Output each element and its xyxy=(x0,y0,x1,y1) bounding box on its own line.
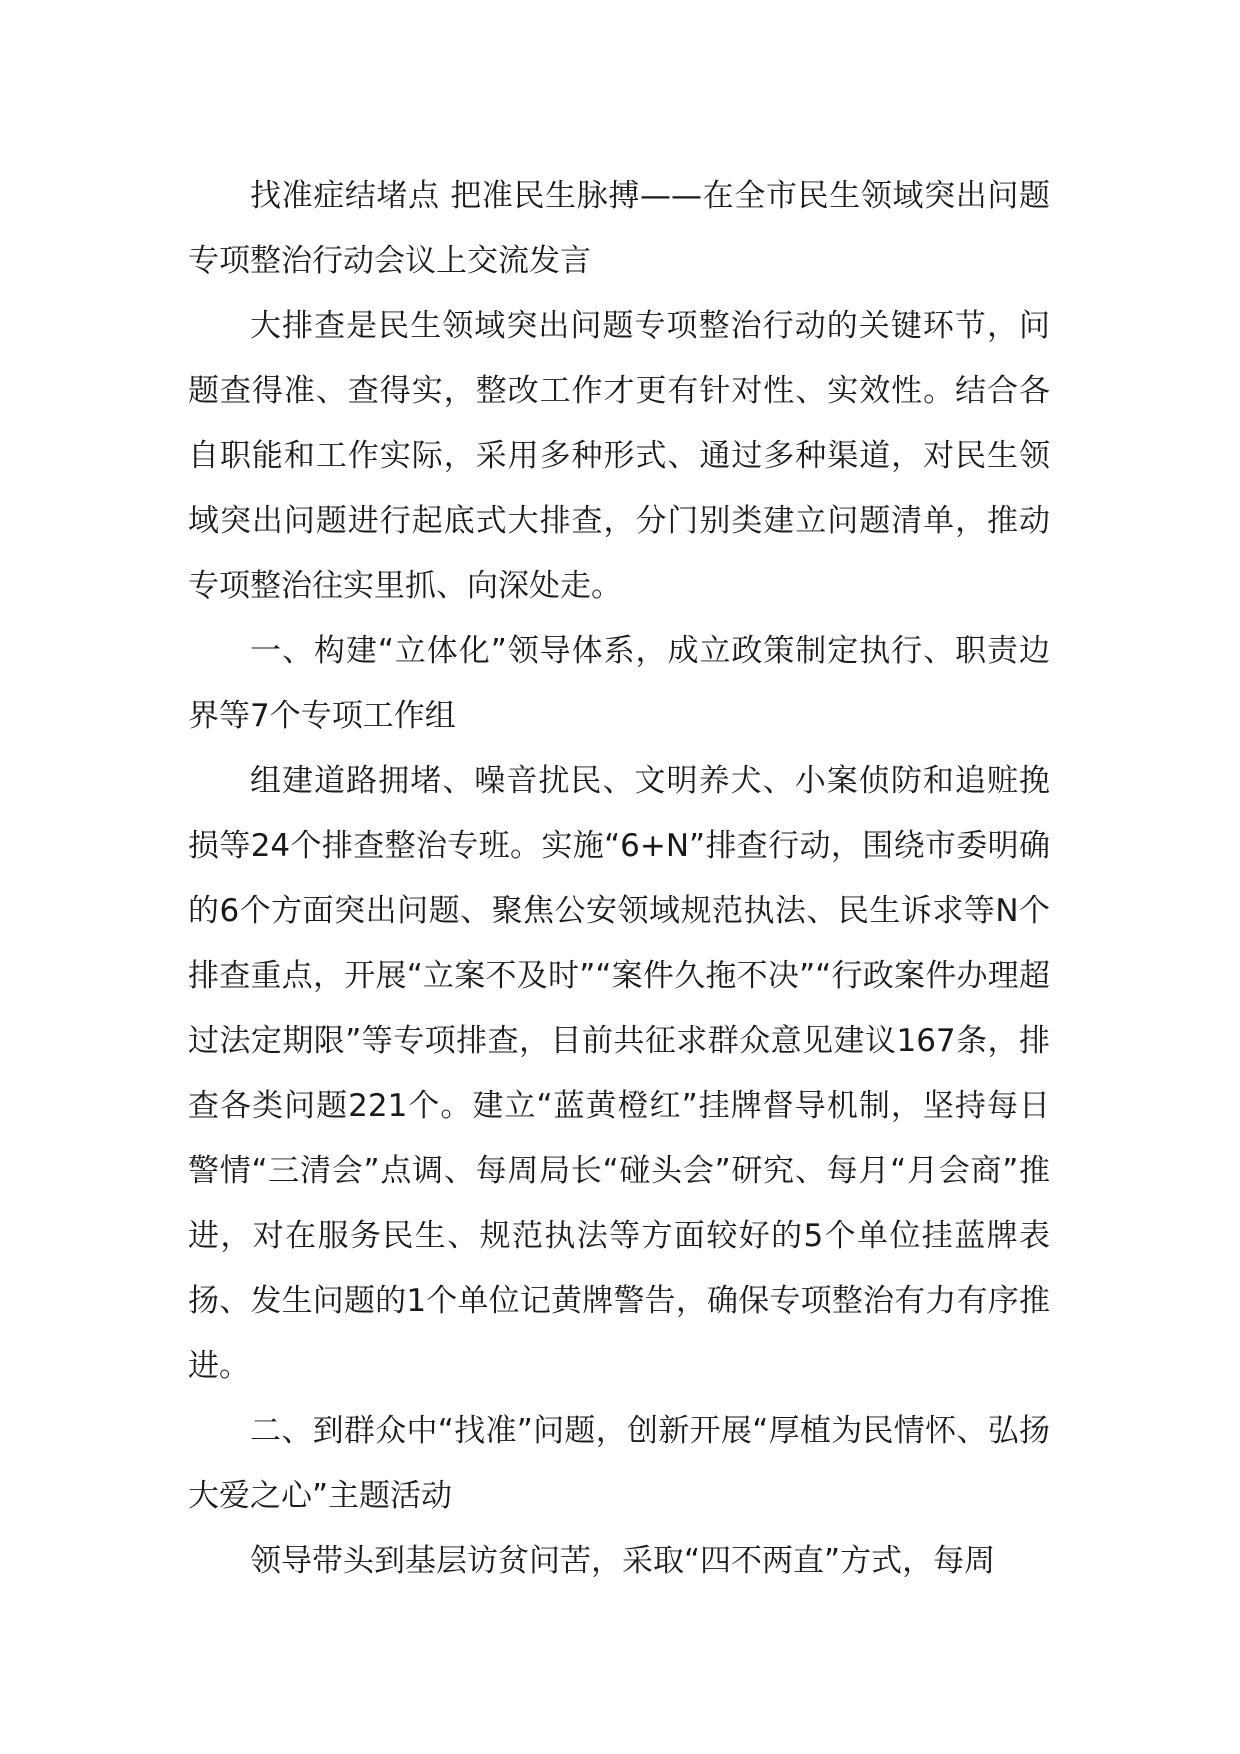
paragraph-section-2: 领导带头到基层访贫问苦，采取“四不两直”方式，每周 xyxy=(250,1543,996,1579)
section-heading-2: 二、到群众中“找准”问题，创新开展“厚植为民情怀、弘扬大爱之心”主题活动 xyxy=(188,1413,1050,1514)
document-title: 找准症结堵点 把准民生脉搏——在全市民生领域突出问题专项整治行动会议上交流发言 xyxy=(188,178,1050,279)
paragraph-intro: 大排查是民生领域突出问题专项整治行动的关键环节，问题查得准、查得实，整改工作才更有针对性、实效性。结合各自职能和工作实际，采用多种形式、通过多种渠道，对民生领域突出问题进行起底式大排查，分门别类建立问题清单，推动专项整治往实里抓、向深处走。 xyxy=(188,308,1050,604)
section-heading-1: 一、构建“立体化”领导体系，成立政策制定执行、职责边界等7个专项工作组 xyxy=(188,633,1050,734)
document-body xyxy=(188,164,1050,1594)
paragraph-section-1: 组建道路拥堵、噪音扰民、文明养犬、小案侦防和追赃挽损等24个排查整治专班。实施“6+N”排查行动，围绕市委明确的6个方面突出问题、聚焦公安领域规范执法、民生诉求等N个排查重点，开展“立案不及时”“案件久拖不决”“行政案件办理超过法定期限”等专项排查，目前共征求群众意见建议167条，排查各类问题221个。建立“蓝黄橙红”挂牌督导机制，坚持每日警情“三清会”点调、每周局长“碰头会”研究、每月“月会商”推进，对在服务民生、规范执法等方面较好的5个单位挂蓝牌表扬、发生问题的1个单位记黄牌警告，确保专项整治有力有序推进。 xyxy=(188,763,1050,1384)
